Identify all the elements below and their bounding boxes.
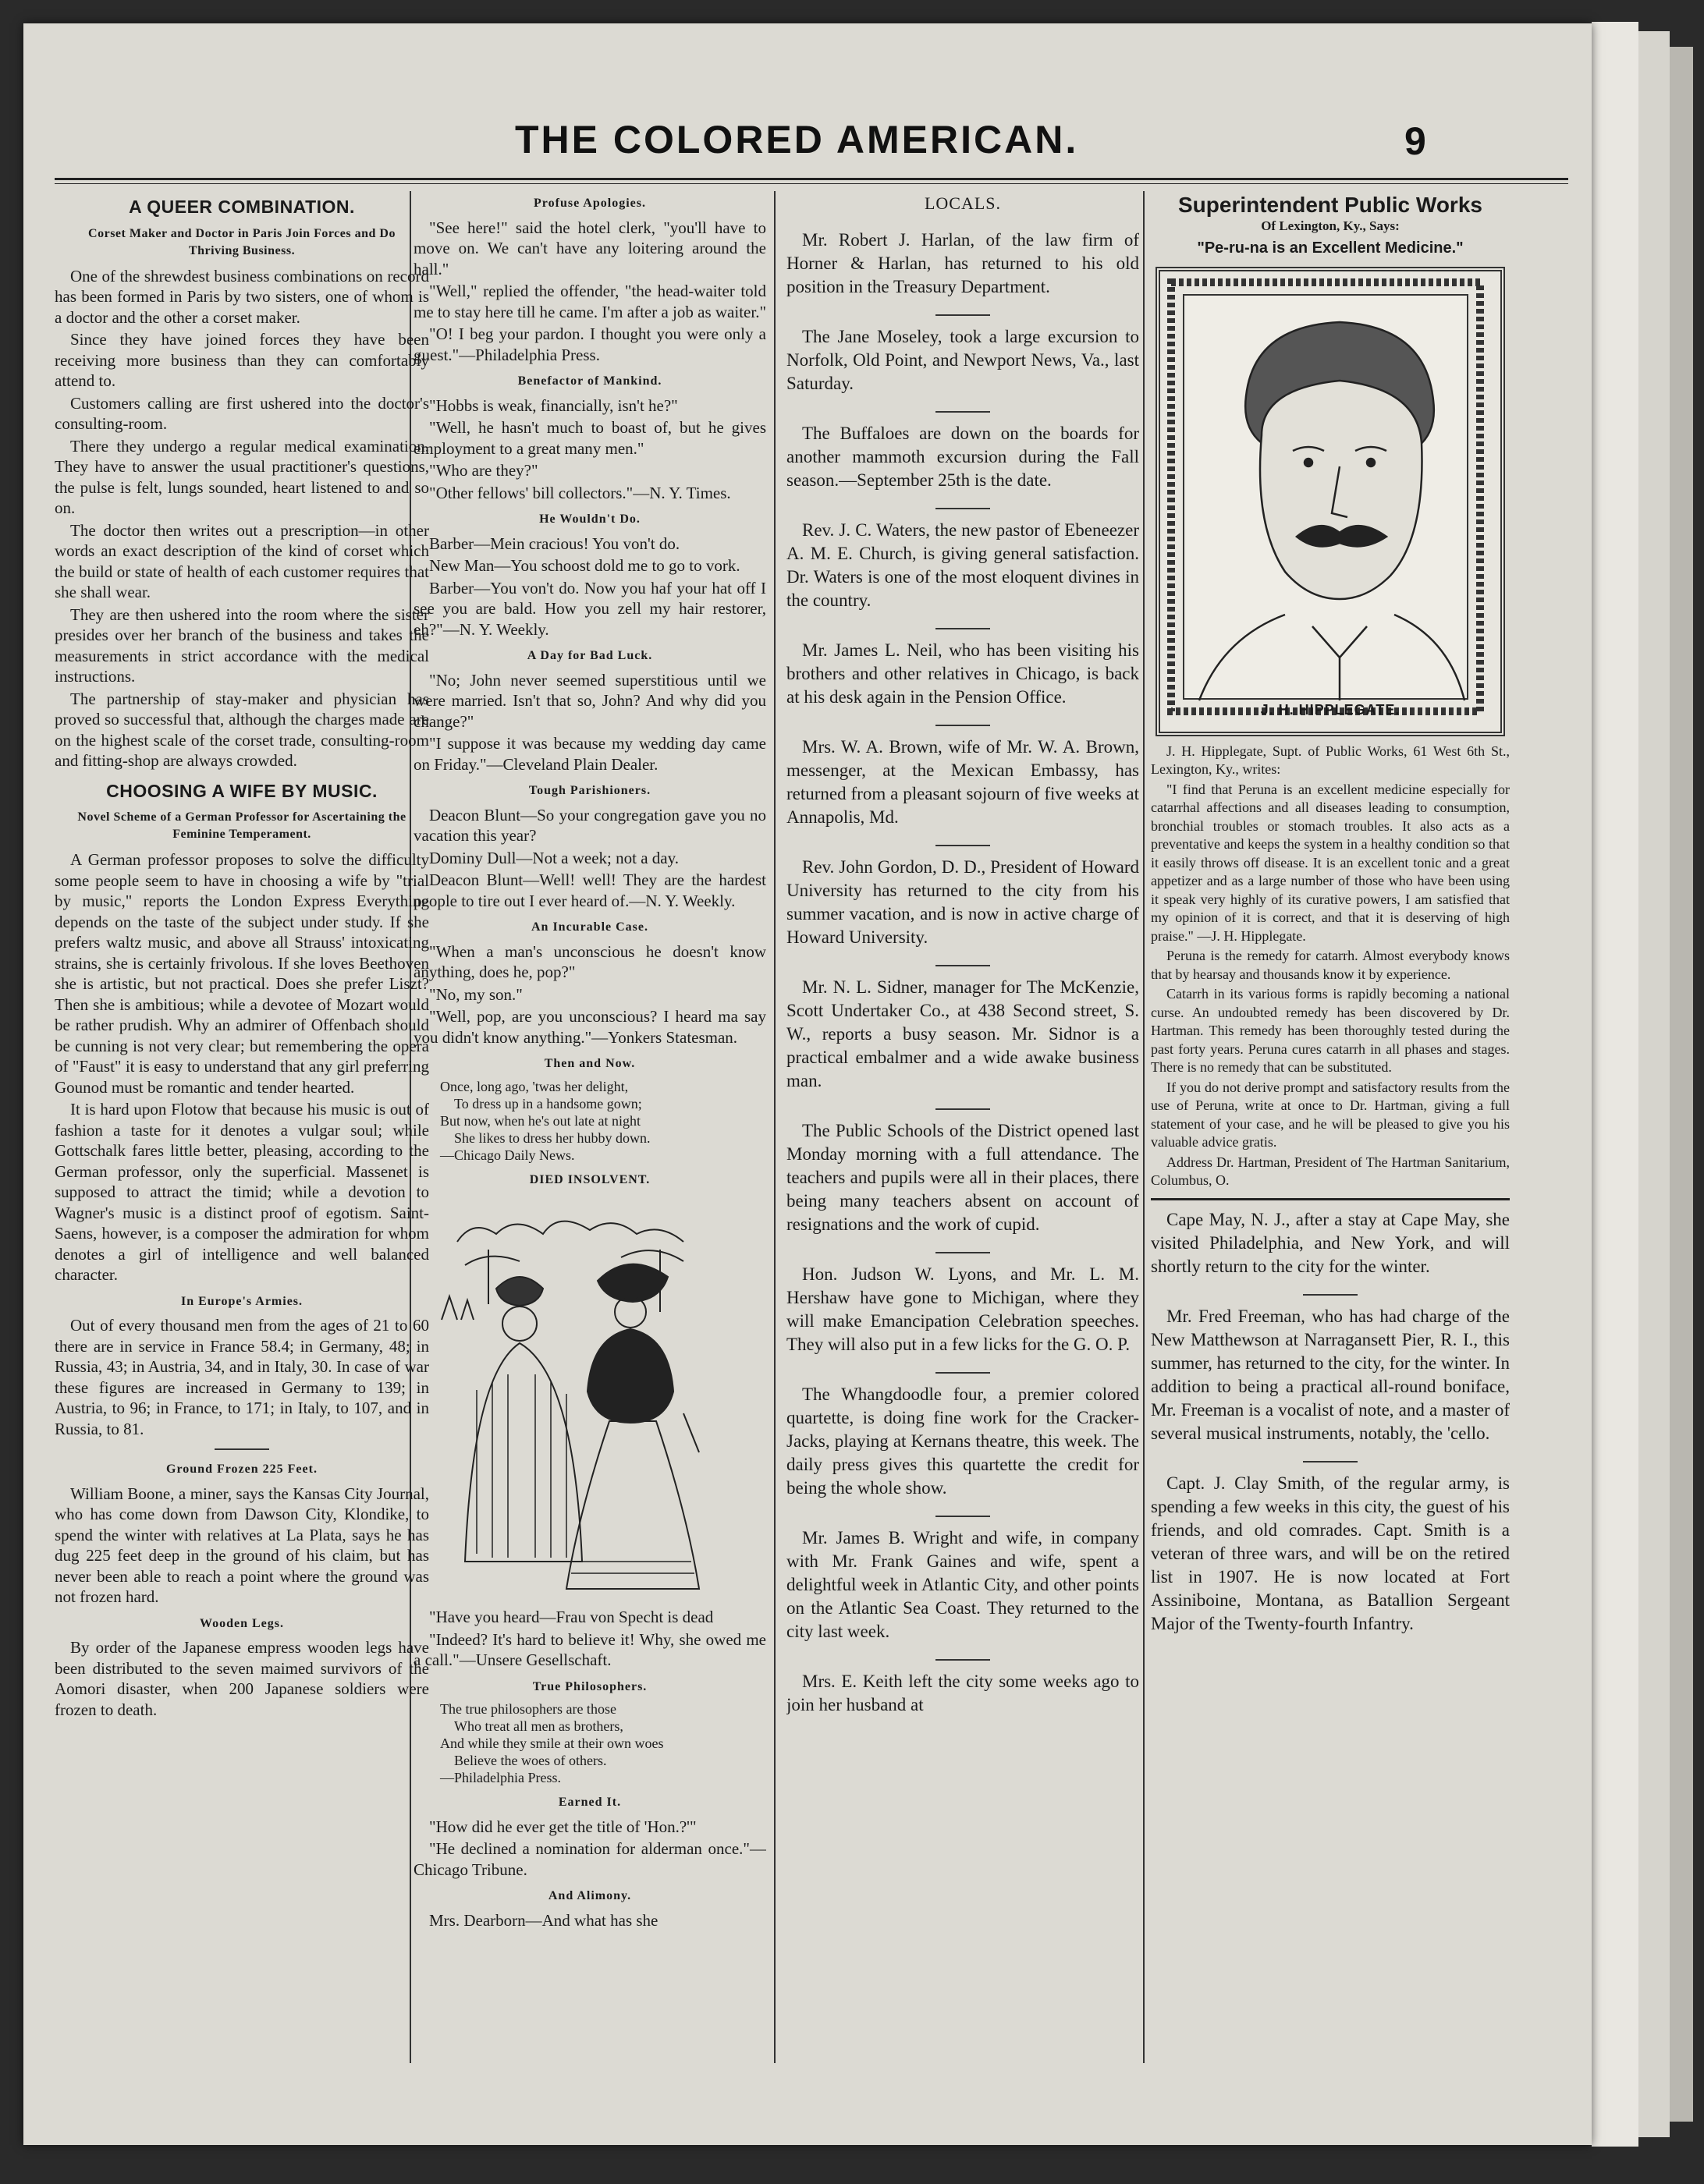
paragraph: Mr. James B. Wright and wife, in company with Mr. Frank Gaines and wife, spent a delightful week in Atlantic City, and other points on the Atlantic Sea Coast. They returned to the city last week. bbox=[786, 1527, 1139, 1641]
paragraph: J. H. Hipplegate, Supt. of Public Works, 61 West 6th St., Lexington, Ky., writes: bbox=[1151, 743, 1510, 777]
portrait-engraving bbox=[1160, 271, 1491, 722]
book-edge bbox=[1670, 47, 1693, 2122]
paragraph: Deacon Blunt—So your congregation gave you no vacation this year? bbox=[414, 805, 766, 845]
article-headline: In Europe's Armies. bbox=[180, 1294, 304, 1308]
poem-line: Who treat all men as brothers, bbox=[454, 1718, 623, 1734]
paragraph: The partnership of stay-maker and physician has proved so successful that, although the charges made are on the highest scale of the corset trade, consulting-room and fitting-shop are always crowded. bbox=[55, 689, 429, 770]
paragraph: William Boone, a miner, says the Kansas City Journal, who has come down from Dawson City, Klondike, to spend the winter with relatives at La Plata, says he has dug 225 feet deep in the ground of his claim, but has never been able to reach a point where the ground was not frozen hard. bbox=[55, 1484, 429, 1606]
paragraph: Deacon Blunt—Well! well! They are the hardest people to tire out I ever heard of.—N. Y. Weekly. bbox=[414, 870, 766, 910]
article-headline: Profuse Apologies. bbox=[534, 197, 646, 210]
cartoon-drawing bbox=[426, 1195, 754, 1601]
news-item bbox=[786, 1263, 1139, 1356]
book-edge bbox=[1592, 22, 1638, 2147]
separator bbox=[935, 508, 990, 509]
paragraph: Out of every thousand men from the ages of 21 to 60 there are in service in France 58.4; in Germany, 48; in Russia, 43; in Austria, 34, and in Italy, 30. In case of war these figures are increased in Germany to 139; in Austria, to 96; in France, to 171; in Italy, to 107, and in Russia, to 81. bbox=[55, 1316, 429, 1438]
news-item bbox=[786, 856, 1139, 949]
separator bbox=[935, 628, 990, 629]
paragraph: Barber—Mein cracious! You von't do. bbox=[429, 534, 680, 553]
news-item bbox=[786, 976, 1139, 1093]
paragraph: "When a man's unconscious he doesn't know anything, does he, pop?" bbox=[414, 941, 766, 981]
column-2 bbox=[414, 187, 766, 2122]
article-headline: And Alimony. bbox=[548, 1889, 632, 1902]
paragraph: Mrs. E. Keith left the city some weeks ago to join her husband at bbox=[786, 1671, 1139, 1714]
paragraph: Hon. Judson W. Lyons, and Mr. L. M. Hershaw have gone to Michigan, where they will make Emancipation Celebration speeches. They will also put in a few licks for the G. O. P. bbox=[786, 1264, 1139, 1354]
article-headline: Earned It. bbox=[558, 1796, 622, 1809]
paragraph: "I suppose it was because my wedding day came on Friday."—Cleveland Plain Dealer. bbox=[414, 734, 766, 774]
paragraph: The Public Schools of the District opened last Monday morning with a full attendance. The teachers and pupils were all in their places, there being many teachers absent on account of resignations and the work of cupid. bbox=[786, 1120, 1139, 1234]
column-3 bbox=[786, 187, 1139, 2114]
paragraph: Rev. J. C. Waters, the new pastor of Ebeneezer A. M. E. Church, is giving general satisfaction. Dr. Waters is one of the most eloquent divines in the country. bbox=[786, 519, 1139, 610]
news-item bbox=[1151, 1472, 1510, 1636]
paragraph: Mrs. Dearborn—And what has she bbox=[429, 1910, 659, 1930]
paragraph: By order of the Japanese empress wooden legs have been distributed to the seven maimed survivors of the Aomori disaster, when 200 Japanese soldiers were frozen to death. bbox=[55, 1638, 429, 1719]
news-item bbox=[786, 1383, 1139, 1500]
poem-line: But now, when he's out late at night bbox=[440, 1112, 641, 1129]
separator bbox=[935, 1372, 990, 1374]
ad-body bbox=[1151, 743, 1510, 1190]
separator bbox=[1303, 1461, 1358, 1462]
news-continued bbox=[1151, 1208, 1510, 1636]
paragraph: The Whangdoodle four, a premier colored quartette, is doing fine work for the Cracker-Jacks, playing at Kernans theatre, this week. The daily press gives this quartette the credit for being the whole show. bbox=[786, 1384, 1139, 1498]
peruna-advertisement bbox=[1151, 195, 1510, 1190]
article-headline: Benefactor of Mankind. bbox=[517, 374, 662, 388]
poem-line: And while they smile at their own woes bbox=[440, 1736, 664, 1751]
poem-line: The true philosophers are those bbox=[440, 1701, 616, 1717]
paragraph: If you do not derive prompt and satisfactory results from the use of Peruna, write at once to Dr. Hartman, giving a full statement of your case, and he will be pleased to give you his valuable advice gratis. bbox=[1151, 1079, 1510, 1150]
paragraph: "How did he ever get the title of 'Hon.?'" bbox=[429, 1817, 697, 1836]
article-headline: Ground Frozen 225 Feet. bbox=[166, 1462, 318, 1476]
article-headline: DIED INSOLVENT. bbox=[529, 1172, 651, 1186]
newspaper-page bbox=[23, 23, 1592, 2145]
separator bbox=[935, 1659, 990, 1661]
news-item bbox=[786, 229, 1139, 299]
paragraph: The doctor then writes out a prescription—in other words an exact description of the kind of corset which the build or state of health of each customer requires that she shall wear. bbox=[55, 520, 429, 601]
article-subheadline: Corset Maker and Doctor in Paris Join Forces and Do Thriving Business. bbox=[88, 226, 396, 257]
poem-line: She likes to dress her hubby down. bbox=[454, 1129, 651, 1146]
paragraph: "Indeed? It's hard to believe it! Why, she owed me a call."—Unsere Gesellschaft. bbox=[414, 1629, 766, 1669]
news-item bbox=[786, 1119, 1139, 1236]
article-headline: An Incurable Case. bbox=[531, 920, 648, 934]
ad-rule bbox=[1151, 1198, 1510, 1200]
paragraph: It is hard upon Flotow that because his music is out of fashion a taste for it denotes a vulgar soul; while Gottschalk fares little better, pleasing, according to the German professor, only the superficial. Massenet is supposed to attract the timid; while a devotion to Wagner's music is a distinct proof of egotism. Saint-Saens, however, is a composer the admiration for whom denotes a girl of intelligence and well balanced character. bbox=[55, 1100, 429, 1284]
newspaper-title: THE COLORED AMERICAN. bbox=[515, 118, 1079, 161]
paragraph: Catarrh in its various forms is rapidly becoming a national curse. An undoubted remedy has been discovered by Dr. Hartman. This remedy has been thoroughly tested during the past forty years. Peruna cures catarrh in all phases and stages. There is no remedy that can be substituted. bbox=[1151, 986, 1510, 1075]
paragraph: Mr. Robert J. Harlan, of the law firm of Horner & Harlan, has returned to his old position in the Treasury Department. bbox=[786, 229, 1139, 296]
cartoon-illustration bbox=[426, 1195, 754, 1601]
paragraph: "Well, he hasn't much to boast of, but he gives employment to a great many men." bbox=[414, 418, 766, 458]
paragraph: Customers calling are first ushered into the doctor's consulting-room. bbox=[55, 393, 429, 433]
masthead bbox=[23, 117, 1592, 172]
paragraph: New Man—You schoost dold me to go to vork. bbox=[429, 556, 740, 575]
paragraph: Since they have joined forces they have been receiving more business than they can comfortably attend to. bbox=[55, 330, 429, 390]
article-headline: Wooden Legs. bbox=[199, 1616, 284, 1630]
ad-location: Of Lexington, Ky., Says: bbox=[1261, 218, 1400, 233]
news-item bbox=[786, 422, 1139, 492]
paragraph: Mr. N. L. Sidner, manager for The McKenzie, Scott Undertaker Co., at 438 Second street, S. W., reports a busy season. Mr. Sidnor is a practical embalmer and a wide awake business man. bbox=[786, 977, 1139, 1090]
paragraph: "Well," replied the offender, "the head-waiter told me to stay here till he came. I'm after a job as waiter." bbox=[414, 282, 766, 321]
paragraph: Peruna is the remedy for catarrh. Almost everybody knows that by hearsay and thousands know it by experience. bbox=[1151, 948, 1510, 982]
paragraph: "Other fellows' bill collectors."—N. Y. Times. bbox=[429, 483, 731, 502]
paragraph: "Who are they?" bbox=[429, 461, 538, 480]
column-divider bbox=[774, 191, 776, 2063]
separator bbox=[215, 1448, 269, 1450]
paragraph: Rev. John Gordon, D. D., President of Howard University has returned to the city from his summer vacation, and is now in active charge of Howard University. bbox=[786, 856, 1139, 947]
news-item bbox=[1151, 1305, 1510, 1445]
masthead-rule bbox=[55, 178, 1568, 184]
poem bbox=[440, 1078, 751, 1164]
poem-line: —Philadelphia Press. bbox=[440, 1770, 561, 1785]
ad-headline: Superintendent Public Works bbox=[1178, 193, 1482, 217]
article-headline: True Philosophers. bbox=[532, 1679, 648, 1693]
book-edge bbox=[1638, 31, 1670, 2137]
paragraph: One of the shrewdest business combinations on record has been formed in Paris by two sisters, one of whom is a doctor and the other a corset maker. bbox=[55, 266, 429, 327]
paragraph: "He declined a nomination for alderman once."—Chicago Tribune. bbox=[414, 1839, 766, 1879]
separator bbox=[935, 314, 990, 316]
article-headline: A QUEER COMBINATION. bbox=[129, 197, 355, 217]
news-item bbox=[1151, 1208, 1510, 1278]
news-item bbox=[786, 1526, 1139, 1643]
paragraph: Dominy Dull—Not a week; not a day. bbox=[429, 848, 679, 867]
paragraph: "Well, pop, are you unconscious? I heard ma say you didn't know anything."—Yonkers Statesman. bbox=[414, 1007, 766, 1047]
paragraph: "See here!" said the hotel clerk, "you'll have to move on. We can't have any loitering around the hall." bbox=[414, 218, 766, 278]
paragraph: The Buffaloes are down on the boards for another mammoth excursion during the Fall season.—September 25th is the date. bbox=[786, 423, 1139, 490]
column-1 bbox=[55, 187, 429, 2114]
news-item bbox=[786, 1670, 1139, 1717]
article-headline: He Wouldn't Do. bbox=[539, 512, 641, 526]
poem bbox=[440, 1700, 751, 1786]
paragraph: Capt. J. Clay Smith, of the regular army, is spending a few weeks in this city, the guest of his friends, and old comrades. Capt. Smith is a veteran of three wars, and will be on the retired list in 1907. He is now located at Fort Assiniboine, Montana, as Batallion Sergeant Major of the Twenty-fourth Infantry. bbox=[1151, 1473, 1510, 1633]
paragraph: There they undergo a regular medical examination. They have to answer the usual practitioner's questions, the pulse is felt, lungs sounded, heart listened to and so on. bbox=[55, 436, 429, 517]
paragraph: "I find that Peruna is an excellent medicine especially for catarrhal affections and all diseases leading to consumption, bronchial troubles or stomach troubles. It also acts as a preventative and keeps the system in a healthy condition so that it easily throws off disease. It is an excellent tonic and a great appetizer and as a large number of those who have been using it speak very highly of its curative powers, I am satisfied that my opinion of it is correct, and that it is deserving of high praise." —J. H. Hipplegate. bbox=[1151, 781, 1510, 944]
news-item bbox=[786, 639, 1139, 709]
separator bbox=[935, 1252, 990, 1253]
paragraph: "No, my son." bbox=[429, 984, 523, 1004]
paragraph: They are then ushered into the room where the sister presides over her branch of the business and takes the measurements in strict accordance with the medical instructions. bbox=[55, 604, 429, 686]
poem-line: —Chicago Daily News. bbox=[440, 1147, 575, 1163]
portrait-frame bbox=[1156, 267, 1505, 736]
paragraph: The Jane Moseley, took a large excursion to Norfolk, Old Point, and Newport News, Va., last Saturday. bbox=[786, 326, 1139, 393]
poem-line: To dress up in a handsome gown; bbox=[454, 1095, 642, 1112]
paragraph: Cape May, N. J., after a stay at Cape May, she visited Philadelphia, and New York, and will shortly return to the city for the winter. bbox=[1151, 1209, 1510, 1276]
paragraph: "No; John never seemed superstitious until we were married. Isn't that so, John? And why did you change?" bbox=[414, 670, 766, 731]
poem-line: Believe the woes of others. bbox=[454, 1753, 607, 1768]
paragraph: Address Dr. Hartman, President of The Hartman Sanitarium, Columbus, O. bbox=[1151, 1154, 1510, 1188]
article-headline: A Day for Bad Luck. bbox=[527, 649, 653, 662]
column-4 bbox=[1151, 187, 1510, 2114]
section-title: LOCALS. bbox=[924, 193, 1002, 213]
paragraph: "O! I beg your pardon. I thought you were only a guest."—Philadelphia Press. bbox=[414, 324, 766, 364]
paragraph: A German professor proposes to solve the difficulty some people seem to have in choosing a wife by "trial by music," reports the London Express Everything depends on the taste of the subject under study. If she prefers waltz music, and above all Strauss' intoxicating strains, she is certainly frivolous. If she loves Beethoven she is artistic, but not practical. Does she prefer Liszt? Then she is ambitious; while a devotee of Mozart would be rather prudish. Why an admirer of Offenbach should be cunning is not very clear; but remembering the opera of "Faust" it is easy to understand that any girl preferring Gounod must be romantic and tender hearted. bbox=[55, 850, 429, 1097]
separator bbox=[935, 725, 990, 726]
separator bbox=[935, 965, 990, 966]
paragraph: Mr. Fred Freeman, who has had charge of the New Matthewson at Narragansett Pier, R. I., this summer, has returned to the city, for the winter. In addition to being a practical all-round boniface, Mr. Freeman is a vocalist of note, and a master of several musical instruments, notably, the 'cello. bbox=[1151, 1306, 1510, 1443]
article-body bbox=[55, 266, 429, 771]
paragraph: "Have you heard—Frau von Specht is dead bbox=[429, 1608, 714, 1626]
separator bbox=[935, 1516, 990, 1517]
article-headline: Tough Parishioners. bbox=[528, 784, 651, 797]
page-number: 9 bbox=[1404, 119, 1426, 163]
column-divider bbox=[1143, 191, 1145, 2063]
paragraph: Mrs. W. A. Brown, wife of Mr. W. A. Brown, messenger, at the Mexican Embassy, has returned from a pleasant sojourn of five weeks at Annapolis, Md. bbox=[786, 736, 1139, 827]
article-headline: CHOOSING A WIFE BY MUSIC. bbox=[106, 780, 378, 801]
news-item bbox=[786, 325, 1139, 395]
paragraph: "Hobbs is weak, financially, isn't he?" bbox=[429, 395, 678, 415]
paragraph: Mr. James L. Neil, who has been visiting his brothers and other relatives in Chicago, is back at his desk again in the Pension Office. bbox=[786, 640, 1139, 707]
separator bbox=[935, 1108, 990, 1110]
separator bbox=[1303, 1294, 1358, 1296]
news-item bbox=[786, 519, 1139, 612]
poem-line: Once, long ago, 'twas her delight, bbox=[440, 1078, 629, 1094]
article-subheadline: Novel Scheme of a German Professor for Ascertaining the Feminine Temperament. bbox=[77, 810, 406, 841]
article-body bbox=[55, 849, 429, 1285]
article-headline: Then and Now. bbox=[544, 1057, 636, 1070]
separator bbox=[935, 411, 990, 413]
news-item bbox=[786, 736, 1139, 829]
separator bbox=[935, 845, 990, 846]
ad-tagline: "Pe-ru-na is an Excellent Medicine." bbox=[1197, 239, 1464, 257]
paragraph: Barber—You von't do. Now you haf your hat off I see you are bald. How you zell my hair restorer, eh?"—N. Y. Weekly. bbox=[414, 578, 766, 639]
portrait-caption: J. H. HIPPLEGATE. bbox=[1260, 702, 1400, 718]
